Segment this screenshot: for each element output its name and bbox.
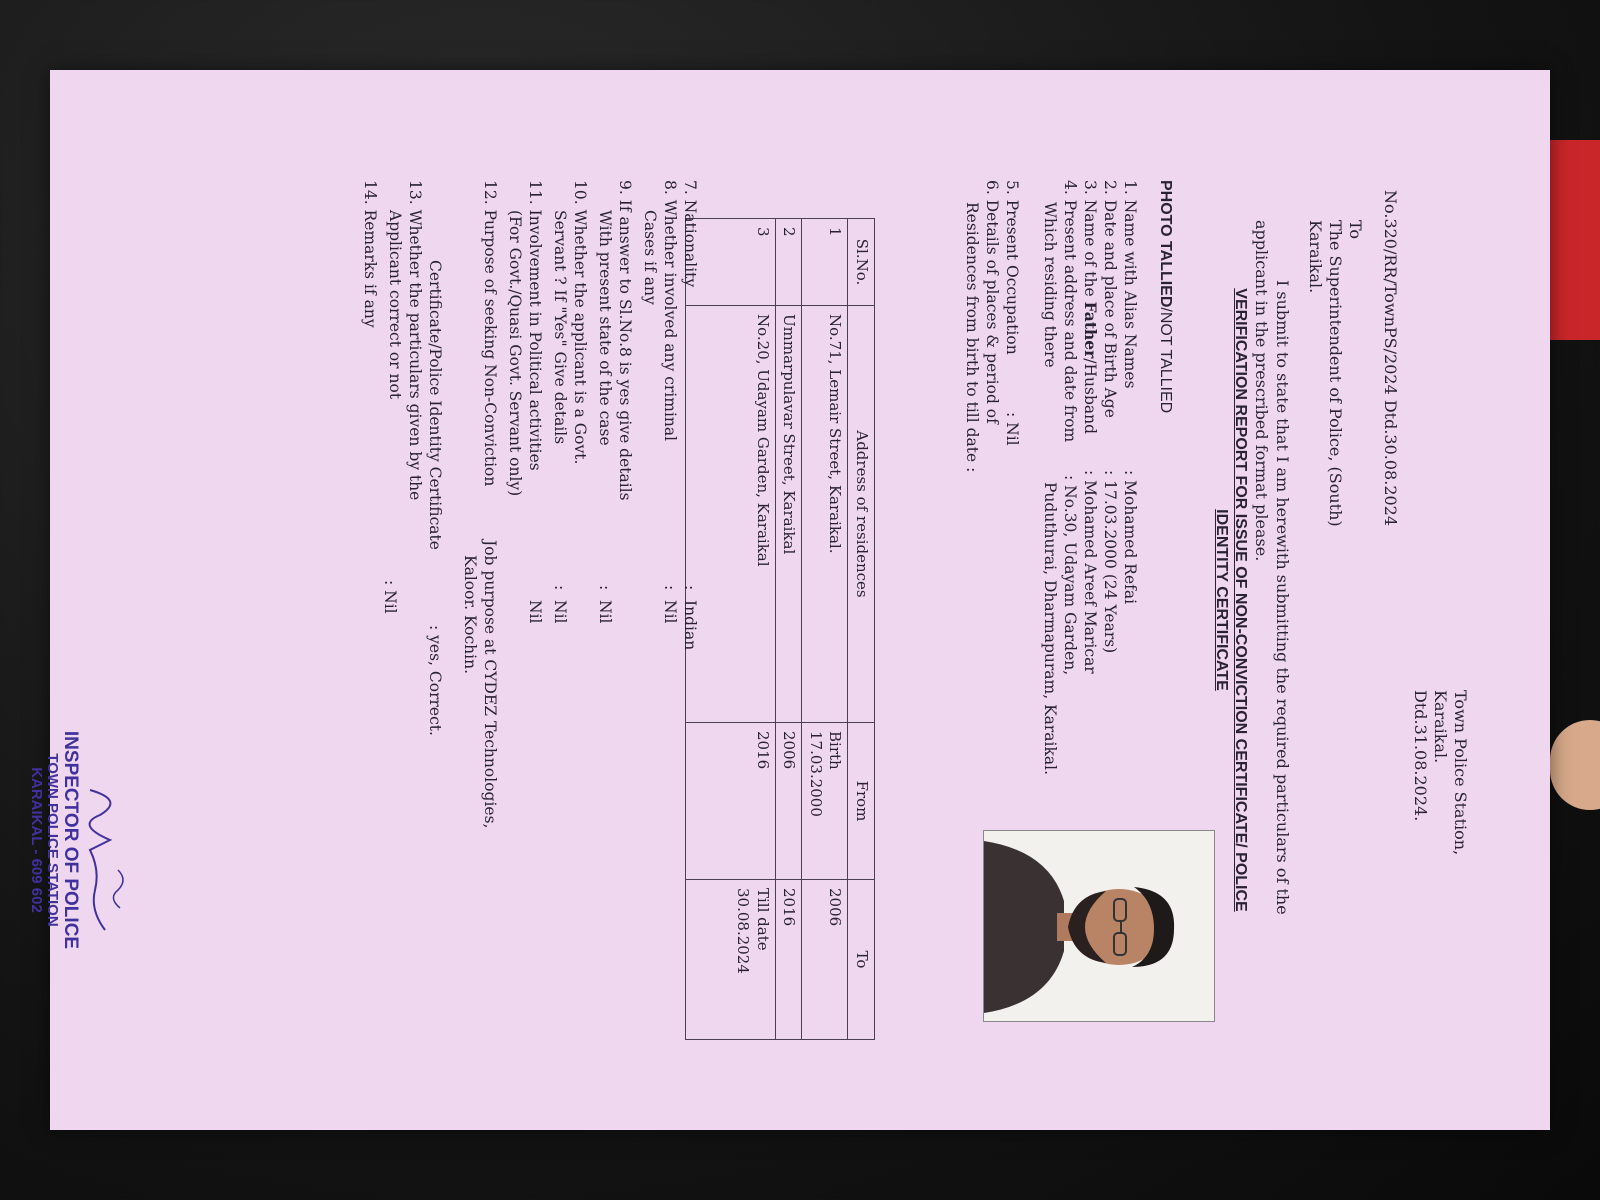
question-govt-servant (550, 180, 590, 1080)
q11-label: 11. Involvement in Political activities (526, 180, 544, 471)
q8-label2: Cases if any (640, 210, 659, 305)
cell-to-line1: 2016 (780, 888, 799, 927)
q10-answer: Nil (551, 600, 569, 624)
q8-label: 8. Whether involved any criminal (661, 180, 679, 442)
field-birth-value: : 17.03.2000 (24 Years) (1101, 470, 1119, 654)
cell-address: No.71, Lemair Street, Karaikal. (802, 306, 848, 723)
field-birth (1100, 180, 1120, 1080)
field-father-label-b: /Husband (1081, 358, 1099, 435)
table-header-row (848, 219, 875, 1040)
q10-colon: : (551, 585, 569, 591)
field-name-label: 1. Name with Alias Names (1121, 180, 1139, 389)
q9-colon: : (596, 585, 614, 591)
station-header (1410, 690, 1470, 950)
question-political (505, 180, 545, 1080)
table-row (776, 219, 803, 1040)
field-father (1080, 180, 1100, 1080)
question-particulars (385, 180, 445, 1080)
field-occupation-label: 5. Present Occupation (1003, 180, 1021, 355)
q12-label2: Certificate/Police Identity Certificate (426, 260, 444, 550)
q12-answer-line1: Job purpose at CYDEZ Technologies, (481, 540, 499, 829)
q11-answer: Nil (526, 600, 544, 624)
table-row (802, 219, 848, 1040)
q13-answer: : yes, Correct. (426, 625, 444, 736)
q8-colon: : (661, 585, 679, 591)
question-details (595, 180, 635, 1080)
cell-from (776, 723, 803, 880)
addressee-line1: The Superintendent of Police, (South) (1326, 220, 1345, 527)
question-criminal (640, 180, 680, 1080)
field-residences-label2: Residences from birth to till date : (963, 202, 981, 473)
cell-slno: 3 (686, 219, 776, 306)
cell-to-line1: 2006 (826, 888, 845, 927)
field-father-label-bold: Father (1081, 301, 1100, 359)
field-residences (982, 180, 1002, 1080)
q13-label: 13. Whether the particulars given by the (405, 180, 424, 501)
cell-from (802, 723, 848, 880)
field-residences-label: 6. Details of places & period of (983, 180, 1001, 424)
field-father-value: : Mohamed Areef Maricar (1081, 470, 1099, 674)
field-address-2 (1040, 180, 1060, 1080)
police-stamp (29, 710, 80, 970)
field-address (1060, 180, 1080, 1080)
q9-label2: With present state of the case (595, 210, 614, 446)
col-slno: Sl.No. (848, 219, 875, 306)
station-name: Town Police Station, (1451, 690, 1470, 856)
q14-answer: : Nil (381, 580, 399, 614)
photo-tallied-label: PHOTO TALLIED (1157, 180, 1174, 308)
background-finger (1550, 720, 1600, 810)
cell-from-line1: 2006 (780, 731, 799, 770)
field-birth-label: 2. Date and place of Birth Age (1101, 180, 1119, 418)
cell-from-line1: Birth (826, 731, 845, 770)
q13-label2: Applicant correct or not (385, 210, 404, 400)
field-address-value2: Puduthurai, Dharmapuram, Karaikal. (1041, 482, 1059, 776)
intro-line2: applicant in the prescribed format please. (1252, 220, 1272, 562)
field-name-value: : Mohamed Refai (1121, 470, 1139, 605)
title-line1: VERIFICATION REPORT FOR ISSUE OF NON-CONVICTION CERTIFICATE/ POLICE (1232, 288, 1249, 912)
stamp-line2: TOWN POLICE STATION (44, 753, 62, 927)
col-from: From (848, 723, 875, 880)
q7-answer: Indian (681, 600, 699, 651)
field-address-label2: Which residing there (1041, 202, 1059, 368)
to-label: To (1346, 220, 1365, 240)
q14-label: 14. Remarks if any (361, 180, 379, 328)
q8-answer: Nil (661, 600, 679, 624)
intro-paragraph (1250, 220, 1292, 1040)
residences-table (685, 218, 875, 1040)
cell-to (802, 880, 848, 1040)
question-nationality (680, 180, 700, 1080)
stamp-line3: KARAIKAL - 609 602 (28, 767, 46, 913)
q10-label: 10. Whether the applicant is a Govt. (571, 180, 589, 465)
field-father-label (1080, 180, 1100, 434)
cell-from-line2: 17.03.2000 (807, 731, 825, 817)
station-date: Dtd.31.08.2024. (1411, 690, 1430, 822)
cell-to-line2: 30.08.2024 (734, 888, 753, 974)
applicant-details (962, 180, 1140, 1080)
cell-slno: 2 (776, 219, 803, 306)
cell-address: No.20, Udayam Garden, Karaikal (686, 306, 776, 723)
addressee-block (1305, 220, 1365, 820)
document-title (1212, 250, 1250, 950)
reference-number: No.320/RR/TownPS/2024 Dtd.30.08.2024 (1381, 190, 1400, 527)
field-address-value1: : No.30, Udayam Garden, (1061, 475, 1079, 676)
q9-answer: Nil (596, 600, 614, 624)
q12-label: 12. Purpose of seeking Non-Conviction (481, 180, 499, 487)
q7-colon: : (681, 585, 699, 591)
field-name (1120, 180, 1140, 1080)
q11-label2: (For Govt./Quasi Govt. Servant only) (505, 210, 524, 497)
cell-to (776, 880, 803, 1040)
q9-label: 9. If answer to Sl.No.8 is yes give details (616, 180, 634, 501)
q12-answer-line2: Kaloor. Kochin. (461, 555, 479, 675)
cell-to-line1: Till date (754, 888, 772, 951)
not-tallied-label: /NOT TALLIED (1157, 307, 1174, 414)
cell-from-line1: 2016 (754, 731, 772, 770)
q10-label2: Servant ? If "Yes" Give details (550, 210, 569, 445)
stamp-line1: INSPECTOR OF POLICE (60, 730, 81, 950)
certificate-document (28, 70, 1550, 1130)
cell-slno: 1 (802, 219, 848, 306)
addressee-line2: Karaikal. (1306, 220, 1325, 294)
field-occupation (1002, 180, 1022, 1080)
intro-line1: I submit to state that I am herewith submitting the required particulars of the (1273, 280, 1292, 915)
station-city: Karaikal. (1431, 690, 1450, 764)
field-occupation-value: : Nil (1003, 412, 1021, 446)
photo-tally-status (1154, 180, 1175, 413)
col-to: To (848, 880, 875, 1040)
field-residences-2 (962, 180, 982, 1080)
question-purpose (461, 180, 500, 1080)
title-line2: IDENTITY CERTIFICATE (1212, 509, 1230, 691)
field-father-label-a: 3. Name of the (1081, 180, 1099, 302)
field-address-label: 4. Present address and date from (1061, 180, 1079, 443)
col-address: Address of residences (848, 306, 875, 723)
cell-address: Ummarpulavar Street, Karaikal (776, 306, 803, 723)
q7-label: 7. Nationality (681, 180, 699, 288)
